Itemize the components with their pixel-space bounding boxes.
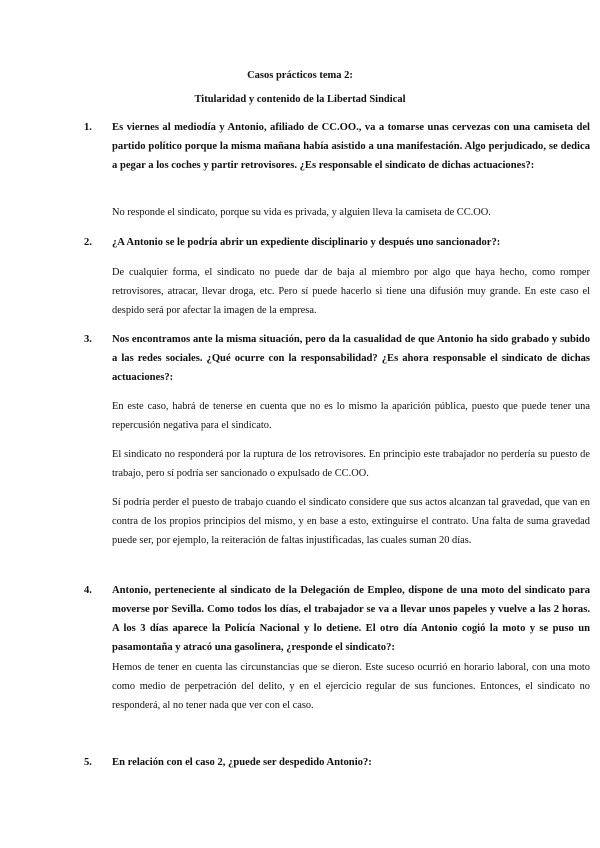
question-text: Es viernes al mediodía y Antonio, afiliado de CC.OO., va a tomarse unas cervezas con una camiseta del partido político porque la misma mañana había asistido a una manifestación. Algo perjudicado, se dedica a pegar a los coches y partir retrovisores. ¿Es responsable el sindicato de dichas actuaciones?:	[112, 122, 590, 171]
question-text: Antonio, perteneciente al sindicato de la Delegación de Empleo, dispone de una moto del sindicato para moverse por Sevilla. Como todos los días, el trabajador se va a llevar unos papeles y vuelve a las 2 horas. A los 3 días aparece la Policía Nacional y lo detiene. El otro día Antonio cogió la moto y se puso un pasamontaña y atracó una gasolinera, ¿responde el sindicato?:	[112, 585, 590, 653]
question-text: Nos encontramos ante la misma situación, pero da la casualidad de que Antonio ha sido grabado y subido a las redes sociales. ¿Qué ocurre con la responsabilidad? ¿Es ahora responsable el sindicato de dichas actuaciones?:	[112, 334, 590, 383]
question-2	[84, 233, 590, 252]
question-number: 1.	[84, 122, 92, 133]
document-title-line-2: Titularidad y contenido de la Libertad Sindical	[194, 94, 406, 105]
document-title-line-1: Casos prácticos tema 2:	[247, 70, 353, 81]
answer-3-paragraph-3: Sí podría perder el puesto de trabajo cuando el sindicato considere que sus actos alcanzan tal gravedad, que van en contra de los propios principios del mismo, y en base a esto, extinguirse el contrato. Una falta de suma gravedad puede ser, por ejemplo, la reiteración de faltas injustificadas, las cuales suman 20 días.	[112, 497, 590, 546]
question-number: 5.	[84, 757, 92, 768]
question-number: 2.	[84, 237, 92, 248]
question-text: En relación con el caso 2, ¿puede ser despedido Antonio?:	[112, 757, 372, 768]
question-1	[84, 118, 590, 175]
question-number: 3.	[84, 334, 92, 345]
answer-1-paragraph-1: No responde el sindicato, porque su vida es privada, y alguien lleva la camiseta de CC.OO.	[112, 207, 491, 218]
question-4	[84, 581, 590, 657]
answer-3-paragraph-2: El sindicato no responderá por la ruptura de los retrovisores. En principio este trabajador no perdería su puesto de trabajo, pero sí podría ser sancionado o expulsado de CC.OO.	[112, 449, 590, 479]
answer-3-paragraph-1: En este caso, habrá de tenerse en cuenta que no es lo mismo la aparición pública, puesto que puede tener una repercusión negativa para el sindicato.	[112, 401, 590, 431]
answer-2-paragraph-1: De cualquier forma, el sindicato no puede dar de baja al miembro por algo que haya hecho, como romper retrovisores, atracar, llevar droga, etc. Pero sí puede hacerlo si tiene una difusión muy grande. En este caso el despido será por afectar la imagen de la empresa.	[112, 267, 590, 316]
question-text: ¿A Antonio se le podría abrir un expediente disciplinario y después uno sancionador?:	[112, 237, 501, 248]
question-number: 4.	[84, 585, 92, 596]
answer-4-paragraph-1: Hemos de tener en cuenta las circunstancias que se dieron. Este suceso ocurrió en horario laboral, con una moto como medio de perpetración del delito, y en el ejercicio regular de sus funciones. Entonces, el sindicato no responderá, al no tener nada que ver con el caso.	[112, 662, 590, 711]
question-5	[84, 753, 590, 772]
question-3	[84, 330, 590, 387]
